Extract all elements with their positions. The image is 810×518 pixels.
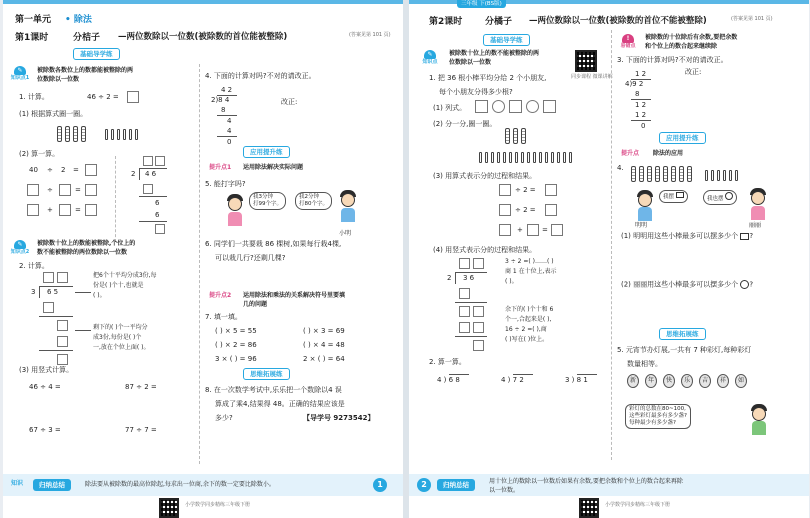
one-stick — [123, 129, 126, 140]
summary-tag: 归纳总结 — [437, 479, 475, 491]
error-text-2: 和个位上的数合起来继续除 — [645, 43, 718, 50]
speech-bubble-1: 我摆 — [659, 190, 688, 203]
long-note1-3: ( )。 — [505, 278, 518, 285]
one-stick — [509, 152, 512, 163]
lesson-subtitle: —两位数除以一位数(被除数的首位能被整除) — [118, 32, 288, 42]
long1-dividend: 4 6 — [145, 170, 157, 178]
division-bar — [39, 286, 73, 287]
top-bar — [3, 0, 403, 4]
speech-bubble-2: 我2分钟 打80个字。 — [295, 192, 332, 210]
q7-item-3: ( ) × 2 = 86 — [215, 341, 257, 349]
q5-bubble: 彩灯的总数在80~100, 这些彩灯最多有多少盏? 每种最少有多少盏? — [625, 404, 691, 429]
q2-note2-1: 剩下的( )个一平均分 — [93, 324, 148, 331]
operator-circle[interactable] — [492, 100, 505, 113]
q4-label: 4. — [617, 164, 624, 172]
q8-line3: 多少? — [215, 414, 233, 422]
division-bracket — [39, 286, 40, 298]
one-stick — [729, 170, 732, 181]
one-stick — [527, 152, 530, 163]
long1-remainder: 6 — [155, 199, 160, 207]
summary-tag: 归纳总结 — [33, 479, 71, 491]
q4-fix: 改正: — [281, 98, 298, 106]
division-bar — [577, 374, 597, 375]
answer-box[interactable] — [155, 224, 165, 234]
ten-rod — [647, 166, 652, 182]
one-stick — [539, 152, 542, 163]
q7-label: 7. 填一填。 — [205, 313, 242, 321]
boy-illustration — [635, 190, 655, 220]
answer-ref: (答案见第 101 页) — [731, 16, 773, 22]
division-line — [455, 302, 487, 303]
long2-divisor: 3 — [31, 288, 36, 296]
long1-divisor: 2 — [131, 170, 136, 178]
one-stick — [503, 152, 506, 163]
q1-row1-op: ÷ — [47, 166, 53, 174]
unit-name: • 除法 — [65, 15, 92, 25]
division-line — [139, 221, 167, 222]
qr-code-icon[interactable] — [579, 498, 599, 518]
boost-text: 除法的应用 — [653, 150, 684, 157]
q7-item-6: 2 × ( ) = 64 — [303, 355, 345, 363]
ten-rod — [671, 166, 676, 182]
q2-note1-1: 把6个十平均分成3份,每 — [93, 272, 157, 279]
section-basic-tag: 基础导学练 — [483, 34, 530, 46]
speech-bubble-1: 我3分钟 打99个字。 — [249, 192, 286, 210]
grade-band: 三年级 下(BS版) — [457, 0, 506, 8]
q7-item-1: ( ) × 5 = 55 — [215, 327, 257, 335]
q2-item-1: 4 ) 6 8 — [437, 376, 460, 384]
long2-dividend: 6 5 — [47, 288, 59, 296]
lesson-number: 第2课时 — [429, 17, 463, 27]
q1-label: 1. 计算。 — [19, 93, 49, 101]
q3-label: 3. 下面的计算对吗?不对的请改正。 — [617, 56, 728, 64]
ten-rod — [505, 128, 510, 144]
long-note1-1: 3 ÷ 2 =( )……( ) — [505, 258, 554, 265]
ten-rod — [639, 166, 644, 182]
q1-part1: (1) 根据算式圈一圈。 — [19, 110, 88, 118]
kp1-text-2: 位数除以一位数 — [37, 76, 80, 83]
q3-c: 67 ÷ 3 = — [29, 426, 61, 434]
qr-note: 同步课程 微课讲解 — [571, 74, 613, 80]
division-line — [455, 336, 487, 337]
answer-box[interactable] — [43, 302, 54, 313]
answer-box[interactable] — [551, 224, 563, 236]
pointer-line — [75, 330, 91, 331]
one-stick — [491, 152, 494, 163]
q3-step4: 0 — [641, 122, 646, 130]
q1-line2: 每个小朋友分得多少根? — [439, 88, 513, 96]
equals-sign: = — [75, 206, 81, 214]
answer-box[interactable] — [57, 336, 68, 347]
footer-text: 小学数学同步精练三年级下册 — [185, 502, 251, 508]
q8-line2: 算成了乘4,结果得 48。正确的结果应该是 — [215, 400, 345, 408]
answer-box[interactable] — [473, 340, 484, 351]
side-tag: 知识 — [11, 480, 24, 487]
division-bar — [139, 168, 167, 169]
q7-item-5: 3 × ( ) = 96 — [215, 355, 257, 363]
q2-note1-3: ( )。 — [93, 292, 106, 299]
lantern-icon: 新 — [627, 374, 639, 388]
division-bar — [455, 272, 487, 273]
one-stick — [545, 152, 548, 163]
q1-row1-a: 40 — [29, 166, 38, 174]
lesson-name: 分桔子 — [73, 33, 101, 43]
answer-box[interactable] — [509, 100, 522, 113]
q1-line1: 1. 把 36 根小棒平均分给 2 个小朋友, — [429, 74, 547, 82]
q3-d: 77 ÷ 7 = — [125, 426, 157, 434]
answer-box[interactable] — [499, 184, 511, 196]
one-stick — [551, 152, 554, 163]
section-basic-tag: 基础导学练 — [73, 48, 120, 60]
column-divider — [199, 64, 200, 464]
lesson-number: 第1课时 — [15, 33, 49, 43]
long-divisor: 2 — [447, 274, 452, 282]
q3-step1: 8 — [635, 90, 640, 98]
answer-box[interactable] — [57, 272, 68, 283]
name-mingming: 明明 — [635, 222, 648, 229]
one-stick — [717, 170, 720, 181]
division-line — [217, 115, 237, 116]
q1-row3-op: + — [517, 226, 523, 234]
lantern-icon: 吉 — [699, 374, 711, 388]
kp2-text-2: 数不能被整除的两位数除以一位数 — [37, 249, 128, 256]
knowledge-point-2: ✎ 知识点2 — [10, 241, 30, 255]
q3-quotient: 1 2 — [635, 70, 647, 78]
q1-row1-b: 2 — [61, 166, 66, 174]
q1-part2: (2) 分一分,圈一圈。 — [433, 120, 497, 128]
q1-answer-box[interactable] — [127, 91, 139, 103]
division-line — [139, 196, 167, 197]
answer-box[interactable] — [459, 306, 470, 317]
one-stick — [723, 170, 726, 181]
error-text-1: 被除数的十位除后有余数,要把余数 — [645, 34, 738, 41]
answer-box[interactable] — [143, 184, 153, 194]
lesson-name: 分橘子 — [485, 17, 513, 27]
one-stick — [557, 152, 560, 163]
answer-box[interactable] — [57, 320, 68, 331]
q1-row3-op: + — [47, 206, 53, 214]
q2-item-3: 3 ) 8 1 — [565, 376, 588, 384]
answer-box[interactable] — [499, 204, 511, 216]
division-line — [631, 120, 651, 121]
answer-box[interactable] — [85, 164, 97, 176]
one-stick — [735, 170, 738, 181]
kp2-text-1: 被除数十位上的数能被整除,个位上的 — [37, 240, 136, 247]
boost-label: 提升点 — [621, 150, 640, 157]
section-apply-tag: 应用提升练 — [659, 132, 706, 144]
section-apply-tag: 应用提升练 — [243, 146, 290, 158]
q4-step2: 4 — [227, 117, 232, 125]
one-stick — [129, 129, 132, 140]
boost1-label: 提升点1 — [209, 164, 232, 171]
ten-rod — [521, 128, 526, 144]
q2-note1-2: 份是( )个十,也就是 — [93, 282, 144, 289]
error-point: ! 易错点 — [620, 35, 636, 49]
q2-item-2: 4 ) 7 2 — [501, 376, 524, 384]
girl-illustration — [225, 194, 245, 228]
one-stick — [117, 129, 120, 140]
equals-sign: = — [75, 186, 81, 194]
lesson-subtitle: —两位数除以一位数(被除数的首位不能被整除) — [529, 16, 707, 26]
boost2-text-1: 运用除法和乘法的关系解决符号里要填 — [243, 292, 346, 299]
division-line — [39, 316, 73, 317]
ten-rod — [687, 166, 692, 182]
q1-part2: (2) 算一算。 — [19, 150, 60, 158]
one-stick — [705, 170, 708, 181]
q1-row3-eq: = — [542, 226, 548, 234]
one-stick — [111, 129, 114, 140]
ten-rod — [655, 166, 660, 182]
long1-sub: 6 — [155, 211, 160, 219]
q6-line2: 可以栽几行?还剩几棵? — [215, 254, 286, 262]
q4-label: 4. 下面的计算对吗?不对的请改正。 — [205, 72, 316, 80]
q3-b: 87 ÷ 2 = — [125, 383, 157, 391]
right-page — [409, 0, 809, 518]
unit-title: 第一单元 — [15, 15, 52, 25]
qr-code-icon[interactable] — [159, 498, 179, 518]
one-stick — [533, 152, 536, 163]
left-page — [3, 0, 403, 518]
page-number: 2 — [417, 478, 431, 492]
q1-part4: (4) 用竖式表示分的过程和结果。 — [433, 246, 537, 254]
division-bar — [449, 374, 469, 375]
long-note2-2: 个一,合起来是( ), — [505, 316, 552, 323]
q1-row1: ÷ 2 = — [515, 186, 536, 194]
q4-part2: (2) 丽丽用这些小棒最多可以摆多少个 ? — [621, 280, 754, 289]
q4-step3: 4 — [227, 127, 232, 135]
ten-rod — [65, 126, 70, 142]
division-bar — [631, 79, 651, 80]
answer-box[interactable] — [499, 224, 511, 236]
q5-label: 5. 能打字吗? — [205, 180, 246, 188]
answer-box[interactable] — [473, 258, 484, 269]
division-line — [217, 136, 237, 137]
ten-rod — [663, 166, 668, 182]
footer-text: 小学数学同步精练三年级下册 — [605, 502, 671, 508]
answer-box[interactable] — [473, 322, 484, 333]
q4-quotient: 4 2 — [221, 86, 233, 94]
quotient-box[interactable] — [155, 156, 165, 166]
division-line — [39, 350, 73, 351]
boost2-text-2: 几的问题 — [243, 301, 268, 308]
quotient-box[interactable] — [143, 156, 153, 166]
section-expand-tag: 思维拓展练 — [243, 368, 290, 380]
answer-box[interactable] — [545, 204, 557, 216]
q7-item-2: ( ) × 3 = 69 — [303, 327, 345, 335]
pointer-line — [75, 292, 91, 293]
kp1-text-1: 被除数各数位上的数都能被整除的两 — [37, 67, 134, 74]
q1-row2-op: ÷ — [47, 186, 53, 194]
answer-box[interactable] — [545, 184, 557, 196]
speech-bubble-2: 我也摆 — [703, 190, 737, 205]
qr-code-icon[interactable] — [575, 50, 597, 72]
answer-box[interactable] — [85, 184, 97, 196]
boost1-text: 运用除法解决实际问题 — [243, 164, 304, 171]
divider-dashed — [115, 156, 116, 242]
girl-illustration — [747, 188, 769, 220]
long-note2-1: 余下的( )个十和 6 — [505, 306, 554, 313]
q3-step3: 1 2 — [635, 111, 647, 119]
q3-step2: 1 2 — [635, 101, 647, 109]
lantern-icon: 快 — [663, 374, 675, 388]
lantern-icon: 年 — [645, 374, 657, 388]
q5-line1: 5. 元宵节办灯展,一共有 7 种彩灯,每种彩灯 — [617, 346, 752, 354]
answer-box[interactable] — [59, 204, 71, 216]
q3-dividend: 4)9 2 — [625, 80, 644, 88]
answer-box[interactable] — [459, 322, 470, 333]
ten-rod — [57, 126, 62, 142]
knowledge-point-1: ✎ 知识点1 — [10, 67, 30, 81]
q4-part1: (1) 明明用这些小棒最多可以摆多少个 ? — [621, 232, 754, 240]
summary-text: 除法要从被除数的最高位除起,每求出一位商,余下的数一定要比除数小。 — [85, 481, 275, 488]
q3-fix: 改正: — [685, 68, 702, 76]
long-note2-3: 16 ÷ 2 =( ),商 — [505, 326, 547, 333]
q1-row2: ÷ 2 = — [515, 206, 536, 214]
kp-text-1: 被除数十位上的数不能被整除的两 — [449, 50, 540, 57]
division-bar — [217, 95, 237, 96]
answer-box[interactable] — [43, 272, 54, 283]
operator-circle[interactable] — [526, 100, 539, 113]
q6-line1: 6. 同学们一共要栽 86 棵树,如果每行栽4棵, — [205, 240, 342, 248]
page-number: 1 — [373, 478, 387, 492]
one-stick — [521, 152, 524, 163]
boost2-label: 提升点2 — [209, 292, 232, 299]
q8-ref: 【导学号 9273542】 — [303, 414, 375, 422]
one-stick — [479, 152, 482, 163]
q2-label: 2. 计算。 — [19, 262, 49, 270]
summary-text-1: 用十位上的数除以一位数后如果有余数,要把余数和个位上的数合起来再除 — [489, 478, 683, 485]
ten-rod — [679, 166, 684, 182]
q1-expression: 46 ÷ 2 = — [87, 93, 119, 101]
q2-note2-3: 一,放在个位上面( )。 — [93, 344, 150, 351]
lantern-icon: 乐 — [681, 374, 693, 388]
section-expand-tag: 思维拓展练 — [659, 328, 706, 340]
q1-row1-eq: = — [73, 166, 79, 174]
one-stick — [569, 152, 572, 163]
q4-step4: 0 — [227, 138, 232, 146]
q4-dividend: 2)8 4 — [211, 96, 230, 104]
answer-box[interactable] — [57, 354, 68, 365]
boy-illustration — [337, 190, 359, 226]
answer-box[interactable] — [459, 258, 470, 269]
answer-box[interactable] — [527, 224, 539, 236]
answer-box[interactable] — [475, 100, 488, 113]
kp-text-2: 位数除以一位数 — [449, 59, 492, 66]
q4-step1: 8 — [221, 106, 226, 114]
column-divider — [611, 30, 612, 460]
long-note2-4: ( )写在( )位上。 — [505, 336, 549, 343]
answer-box[interactable] — [459, 288, 470, 299]
ten-rod — [81, 126, 86, 142]
one-stick — [105, 129, 108, 140]
answer-ref: (答案见第 101 页) — [349, 32, 391, 38]
answer-box[interactable] — [27, 204, 39, 216]
answer-box[interactable] — [543, 100, 556, 113]
one-stick — [497, 152, 500, 163]
answer-box[interactable] — [59, 184, 71, 196]
q7-item-4: ( ) × 4 = 48 — [303, 341, 345, 349]
q2-note2-2: 成3份,每份是( )个 — [93, 334, 142, 341]
division-bracket — [455, 272, 456, 284]
q2-label: 2. 算一算。 — [429, 358, 466, 366]
division-bracket — [139, 168, 140, 180]
summary-text-2: 以一位数。 — [489, 487, 520, 494]
one-stick — [485, 152, 488, 163]
q3-label: (3) 用竖式计算。 — [19, 366, 74, 374]
knowledge-point: ✎ 知识点 — [422, 51, 438, 65]
division-bar — [513, 374, 533, 375]
long-dividend: 3 6 — [463, 274, 475, 282]
answer-box[interactable] — [473, 306, 484, 317]
answer-box[interactable] — [85, 204, 97, 216]
ten-rod — [631, 166, 636, 182]
q5-line2: 数量相等。 — [627, 360, 662, 368]
lantern-icon: 祥 — [717, 374, 729, 388]
one-stick — [515, 152, 518, 163]
q5-name: 小明 — [339, 230, 352, 237]
one-stick — [563, 152, 566, 163]
one-stick — [135, 129, 138, 140]
q8-line1: 8. 在一次数学考试中,乐乐把一个数除以4 误 — [205, 386, 342, 394]
division-line — [631, 99, 651, 100]
one-stick — [711, 170, 714, 181]
answer-box[interactable] — [27, 184, 39, 196]
name-lili: 丽丽 — [749, 222, 762, 229]
long-note1-2: 商 1 在十位上,表示 — [505, 268, 557, 275]
boy-illustration — [749, 404, 769, 434]
ten-rod — [513, 128, 518, 144]
q1-part3: (3) 用算式表示分的过程和结果。 — [433, 172, 537, 180]
ten-rod — [73, 126, 78, 142]
q1-part1: (1) 列式。 — [433, 104, 467, 112]
lantern-icon: 如 — [735, 374, 747, 388]
q3-a: 46 ÷ 4 = — [29, 383, 61, 391]
